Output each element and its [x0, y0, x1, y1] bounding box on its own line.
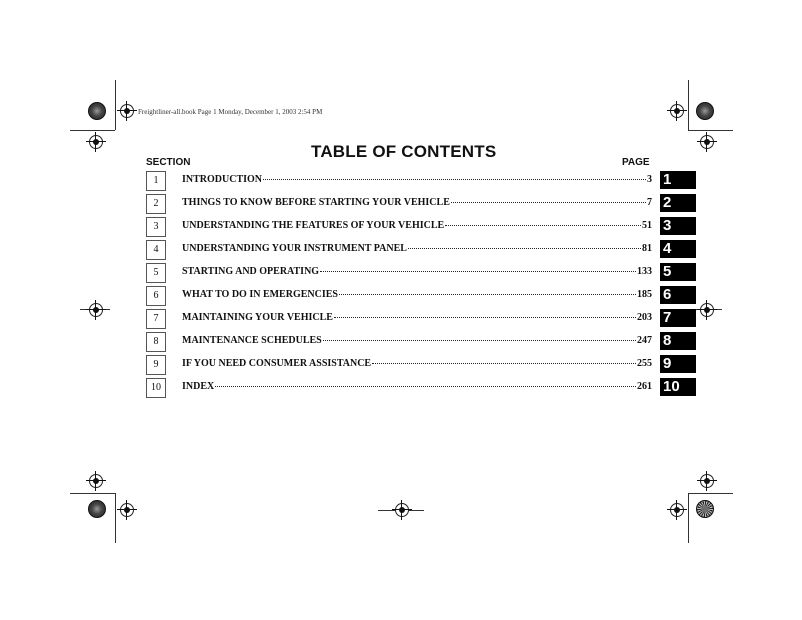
section-title: INTRODUCTION [182, 174, 263, 185]
toc-entry[interactable] [182, 335, 652, 349]
section-number: 5 [146, 263, 166, 283]
registration-target-icon [700, 135, 714, 149]
toc-entry[interactable] [182, 197, 652, 211]
dot-leader [339, 293, 636, 295]
section-tab[interactable]: 6 [660, 286, 696, 304]
page-number: 133 [637, 266, 652, 277]
page-number: 81 [642, 243, 652, 254]
page-number: 185 [637, 289, 652, 300]
registration-target-icon [89, 474, 103, 488]
section-number: 6 [146, 286, 166, 306]
section-title: UNDERSTANDING THE FEATURES OF YOUR VEHICLE [182, 220, 445, 231]
dot-leader [323, 339, 636, 341]
toc-row[interactable] [146, 332, 696, 352]
section-number: 9 [146, 355, 166, 375]
toc-entry[interactable] [182, 243, 652, 257]
toc-entry[interactable] [182, 312, 652, 326]
toc-row[interactable] [146, 263, 696, 283]
toc-row[interactable] [146, 286, 696, 306]
toc-row[interactable] [146, 240, 696, 260]
section-tab[interactable]: 7 [660, 309, 696, 327]
section-title: WHAT TO DO IN EMERGENCIES [182, 289, 338, 300]
section-tab[interactable]: 10 [660, 378, 696, 396]
section-tab[interactable]: 8 [660, 332, 696, 350]
registration-target-icon [670, 104, 684, 118]
file-info-header: Freightliner-all.book Page 1 Monday, December 1, 2003 2:54 PM [138, 108, 323, 116]
registration-target-icon [89, 303, 103, 317]
toc-row[interactable] [146, 309, 696, 329]
section-number: 4 [146, 240, 166, 260]
page-number: 261 [637, 381, 652, 392]
page-number: 247 [637, 335, 652, 346]
page-number: 7 [647, 197, 652, 208]
toc-entry[interactable] [182, 266, 652, 280]
section-title: UNDERSTANDING YOUR INSTRUMENT PANEL [182, 243, 407, 254]
toc-row[interactable] [146, 171, 696, 191]
color-disc-icon [88, 102, 106, 120]
registration-target-icon [395, 503, 409, 517]
section-tab[interactable]: 2 [660, 194, 696, 212]
section-tab[interactable]: 9 [660, 355, 696, 373]
section-tab[interactable]: 5 [660, 263, 696, 281]
page-number: 255 [637, 358, 652, 369]
toc-row[interactable] [146, 217, 696, 237]
section-number: 2 [146, 194, 166, 214]
dot-leader [334, 316, 636, 318]
registration-target-icon [670, 503, 684, 517]
page-column-header: PAGE [622, 157, 650, 168]
dot-leader [320, 270, 636, 272]
toc-entry[interactable] [182, 381, 652, 395]
toc-row[interactable] [146, 378, 696, 398]
dot-leader [451, 201, 646, 203]
section-tab[interactable]: 3 [660, 217, 696, 235]
registration-target-icon [700, 474, 714, 488]
dot-leader [372, 362, 636, 364]
section-number: 3 [146, 217, 166, 237]
section-number: 8 [146, 332, 166, 352]
registration-target-icon [120, 503, 134, 517]
toc-entry[interactable] [182, 358, 652, 372]
section-title: INDEX [182, 381, 215, 392]
color-disc-icon [696, 500, 714, 518]
section-title: IF YOU NEED CONSUMER ASSISTANCE [182, 358, 372, 369]
section-tab[interactable]: 4 [660, 240, 696, 258]
dot-leader [445, 224, 641, 226]
section-number: 10 [146, 378, 166, 398]
section-title: MAINTENANCE SCHEDULES [182, 335, 322, 346]
page-number: 51 [642, 220, 652, 231]
toc-entry[interactable] [182, 220, 652, 234]
section-number: 7 [146, 309, 166, 329]
color-disc-icon [88, 500, 106, 518]
toc-row[interactable] [146, 355, 696, 375]
toc-entry[interactable] [182, 174, 652, 188]
color-disc-icon [696, 102, 714, 120]
section-title: THINGS TO KNOW BEFORE STARTING YOUR VEHICLE [182, 197, 450, 208]
section-tab[interactable]: 1 [660, 171, 696, 189]
dot-leader [215, 385, 636, 387]
section-title: STARTING AND OPERATING [182, 266, 320, 277]
toc-entry[interactable] [182, 289, 652, 303]
page-number: 3 [647, 174, 652, 185]
registration-target-icon [700, 303, 714, 317]
dot-leader [408, 247, 641, 249]
dot-leader [263, 178, 646, 180]
registration-target-icon [120, 104, 134, 118]
toc-row[interactable] [146, 194, 696, 214]
page-title: TABLE OF CONTENTS [311, 142, 497, 161]
page-number: 203 [637, 312, 652, 323]
registration-target-icon [89, 135, 103, 149]
section-column-header: SECTION [146, 157, 191, 168]
section-title: MAINTAINING YOUR VEHICLE [182, 312, 333, 323]
section-number: 1 [146, 171, 166, 191]
